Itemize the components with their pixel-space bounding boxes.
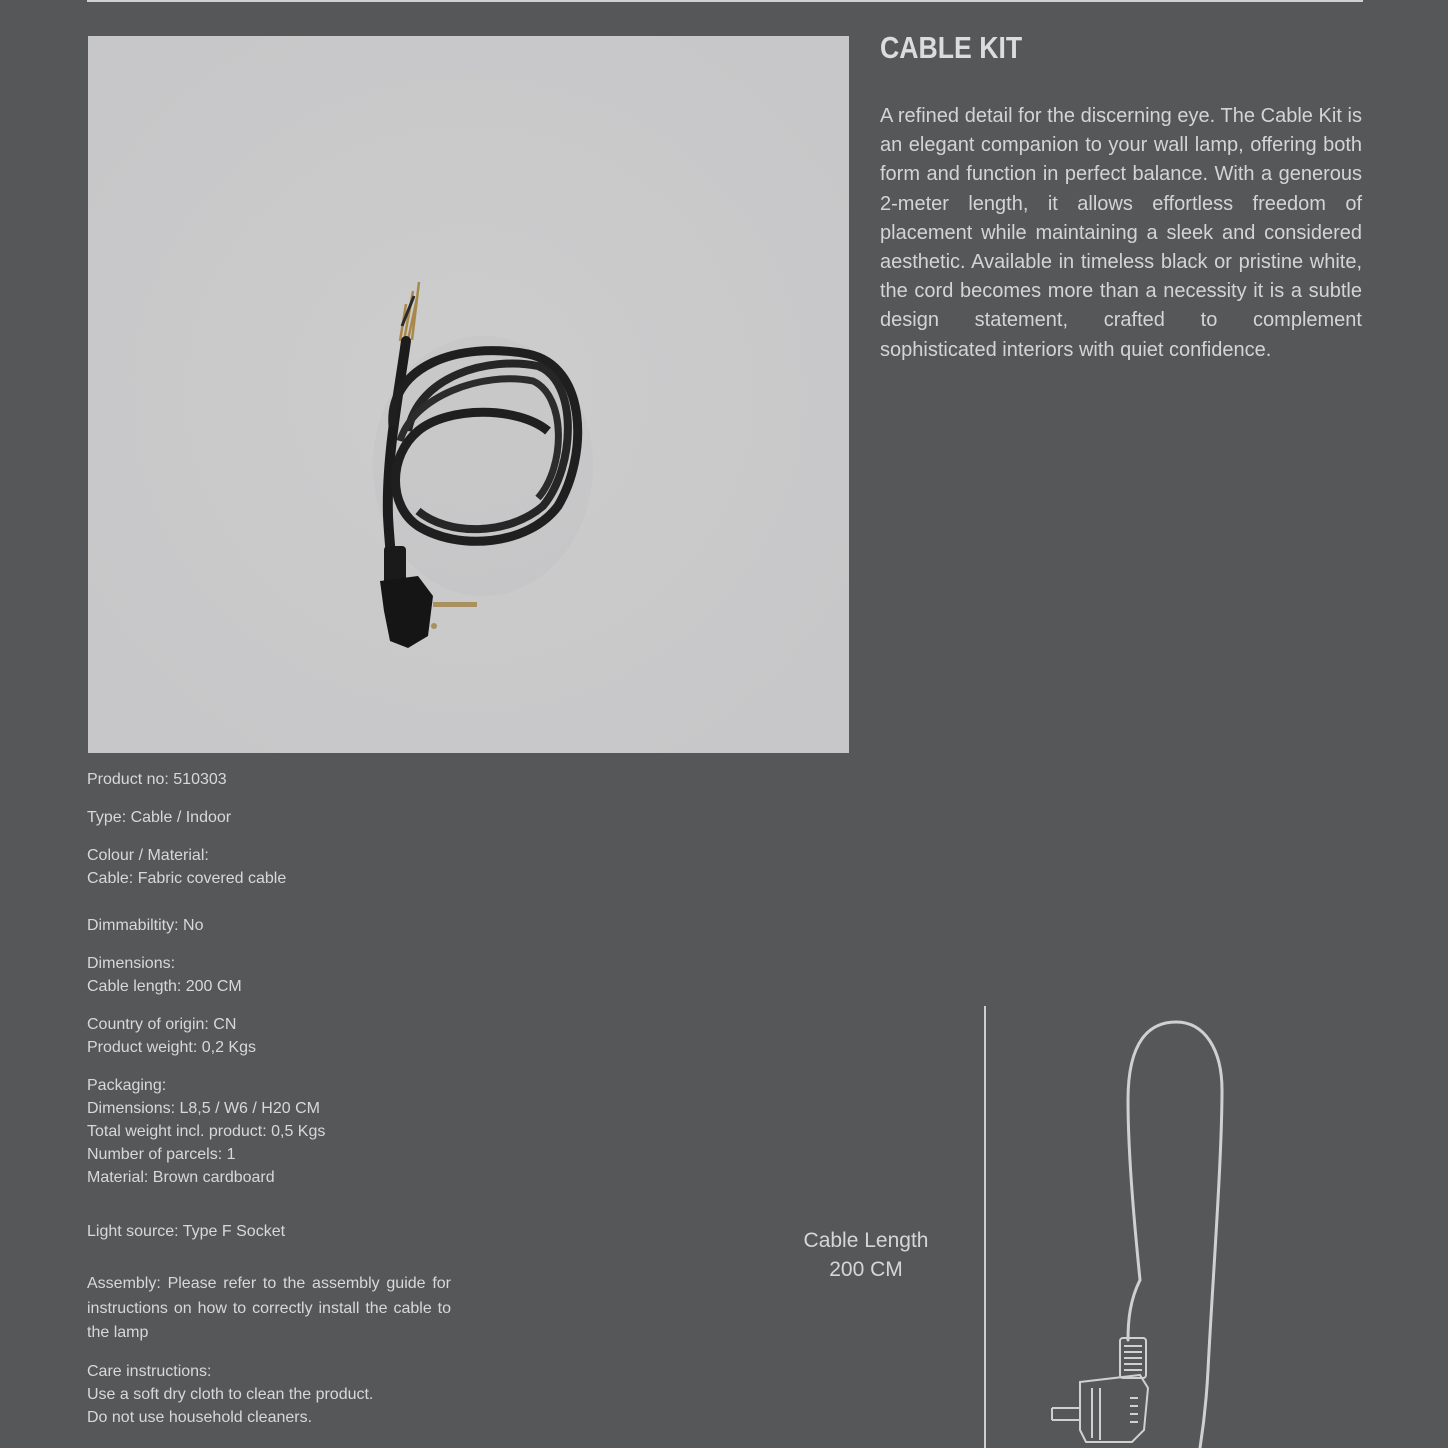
spec-dimensions-value: Cable length: 200 CM	[87, 978, 242, 995]
spec-packaging-dimensions: Dimensions: L8,5 / W6 / H20 CM	[87, 1100, 320, 1117]
spec-light-source: Light source: Type F Socket	[87, 1223, 286, 1240]
dimension-line	[984, 1006, 986, 1448]
product-description: A refined detail for the discerning eye. The Cable Kit is an elegant companion to your wall lamp, offering both form and function in perfect balance. With a generous 2-meter length, it allows effortless freedom of placement while maintaining a sleek and considered aesthetic. Available in timeless black or pristine white, the cord becomes more than a necessity it is a subtle design statement, crafted to complement sophisticated interiors with quiet confidence.	[880, 105, 1362, 361]
spec-care-line2: Do not use household cleaners.	[87, 1409, 313, 1426]
spec-dimmability: Dimmabiltity: No	[87, 917, 204, 934]
spec-weight: Product weight: 0,2 Kgs	[87, 1039, 256, 1056]
cable-photo	[88, 36, 849, 753]
cable-length-title: Cable Length	[803, 1229, 929, 1252]
cable-plug-drawing-icon	[1040, 1010, 1240, 1448]
spec-dimensions-heading: Dimensions:	[87, 955, 176, 972]
spec-country: Country of origin: CN	[87, 1016, 237, 1033]
cable-length-value: 200 CM	[829, 1258, 903, 1281]
spec-packaging-material: Material: Brown cardboard	[87, 1169, 275, 1186]
product-photo	[88, 36, 849, 753]
spec-packaging-total-weight: Total weight incl. product: 0,5 Kgs	[87, 1123, 326, 1140]
spec-product-no: Product no: 510303	[87, 771, 227, 788]
spec-care-line1: Use a soft dry cloth to clean the product.	[87, 1386, 374, 1403]
cable-length-label	[786, 1226, 946, 1284]
spec-colour-heading: Colour / Material:	[87, 847, 209, 864]
spec-type: Type: Cable / Indoor	[87, 809, 232, 826]
top-divider	[87, 0, 1363, 2]
spec-colour-value: Cable: Fabric covered cable	[87, 870, 287, 887]
page-title: CABLE KIT	[880, 30, 1023, 65]
spec-packaging-parcels: Number of parcels: 1	[87, 1146, 236, 1163]
spec-care-heading: Care instructions:	[87, 1363, 212, 1380]
spec-assembly: Assembly: Please refer to the assembly guide for instructions on how to correctly install the cable to the lamp	[87, 1275, 451, 1341]
spec-packaging-heading: Packaging:	[87, 1077, 167, 1094]
